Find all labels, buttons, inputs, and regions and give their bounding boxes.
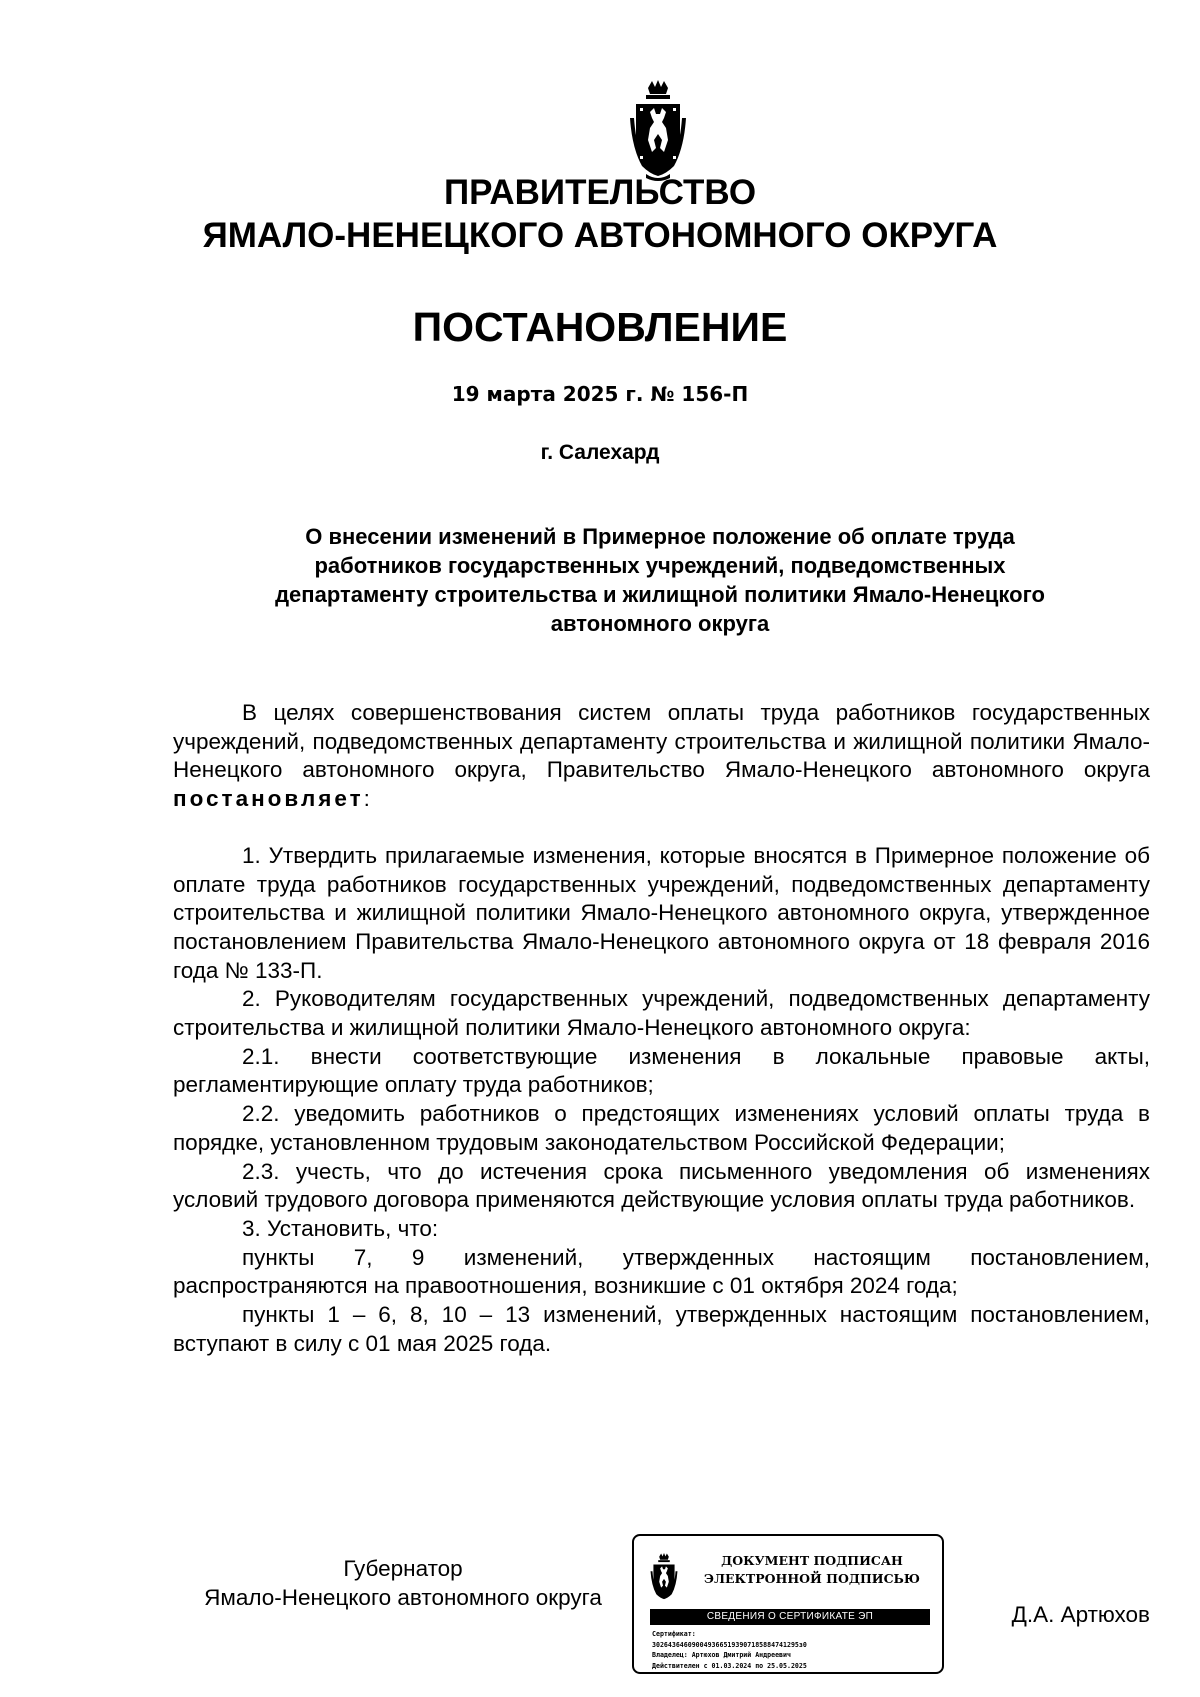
clause-3: 3. Установить, что: [242,1215,439,1241]
clause-2-3: 2.3. учесть, что до истечения срока письменного уведомления об изменениях условий трудового договора применяются действующие условия оплаты труда работников. [173,1158,1150,1213]
preamble-paragraph [173,699,1150,814]
subject-line: департаменту строительства и жилищной политики Ямало-Ненецкого [275,582,1045,607]
document-city: г. Салехард [540,441,660,464]
preamble-text: В целях совершенствования систем оплаты труда работников государственных учреждений, подведомственных департаменту строительства и жилищной политики Ямало-Ненецкого автономного округа, Правительство Ямало-Ненецкого автономного округа [173,700,1150,783]
stamp-emblem-icon [649,1552,679,1602]
clause-2-1: 2.1. внести соответствующие изменения в локальные правовые акты, регламентирующие оплату труда работников; [173,1043,1150,1098]
paragraph-spacer [173,814,1150,842]
organization-title-line2: ЯМАЛО-НЕНЕЦКОГО АВТОНОМНОГО ОКРУГА [202,216,998,255]
document-date-number: 19 марта 2025 г. № 156-П [451,382,749,406]
clause-1: 1. Утвердить прилагаемые изменения, которые вносятся в Примерное положение об оплате труда работников государственных учреждений, подведомственных департаменту строительства и жилищной политики Ямало-Ненецкого автономного округа, утвержденное постановлением Правительства Ямало-Ненецкого автономного округа от 18 февраля 2016 года № 133-П. [173,842,1150,983]
document-body [173,699,1150,1358]
clause-2: 2. Руководителям государственных учреждений, подведомственных департаменту строительства и жилищной политики Ямало-Ненецкого автономного округа: [173,986,1150,1041]
stamp-validity: Действителен с 01.03.2024 по 25.05.2025 [652,1661,807,1670]
stamp-cert-value: 3026436460900493665193907185884741295з0 [652,1640,807,1649]
document-subject [160,522,1160,638]
stamp-owner: Владелец: Артюхов Дмитрий Андреевич [652,1651,791,1659]
clause-3-item-1: пункты 7, 9 изменений, утвержденных настоящим постановлением, распространяются на правоотношения, возникшие с 01 октября 2024 года; [173,1244,1150,1299]
signatory-name: Д.А. Артюхов [1011,1602,1150,1627]
organization-title-line1: ПРАВИТЕЛЬСТВО [443,173,757,212]
subject-line: автономного округа [550,611,770,636]
clause-2-2: 2.2. уведомить работников о предстоящих изменениях условий оплаты труда в порядке, установленном трудовым законодательством Российской Федерации; [173,1101,1150,1155]
signatory-region: Ямало-Ненецкого автономного округа [204,1585,602,1610]
resolves-colon: : [363,786,370,812]
subject-line: О внесении изменений в Примерное положение об оплате труда [305,524,1015,549]
electronic-signature-stamp [632,1534,944,1674]
stamp-cert-label: Сертификат: [652,1630,696,1638]
clause-3-item-2: пункты 1 – 6, 8, 10 – 13 изменений, утвержденных настоящим постановлением, вступают в силу с 01 мая 2025 года. [173,1302,1150,1356]
stamp-certificate-info [652,1629,938,1671]
stamp-title-line2: ЭЛЕКТРОННОЙ ПОДПИСЬЮ [704,1571,920,1586]
subject-line: работников государственных учреждений, подведомственных [314,553,1006,578]
signatory-title [173,1554,633,1612]
coat-of-arms-emblem [628,78,688,182]
signatory-position: Губернатор [343,1556,463,1581]
stamp-title [692,1552,932,1588]
stamp-certificate-bar: СВЕДЕНИЯ О СЕРТИФИКАТЕ ЭП [650,1609,930,1625]
resolves-word: постановляет [173,786,364,812]
stamp-title-line1: ДОКУМЕНТ ПОДПИСАН [721,1553,903,1568]
document-type-title: ПОСТАНОВЛЕНИЕ [412,304,788,350]
